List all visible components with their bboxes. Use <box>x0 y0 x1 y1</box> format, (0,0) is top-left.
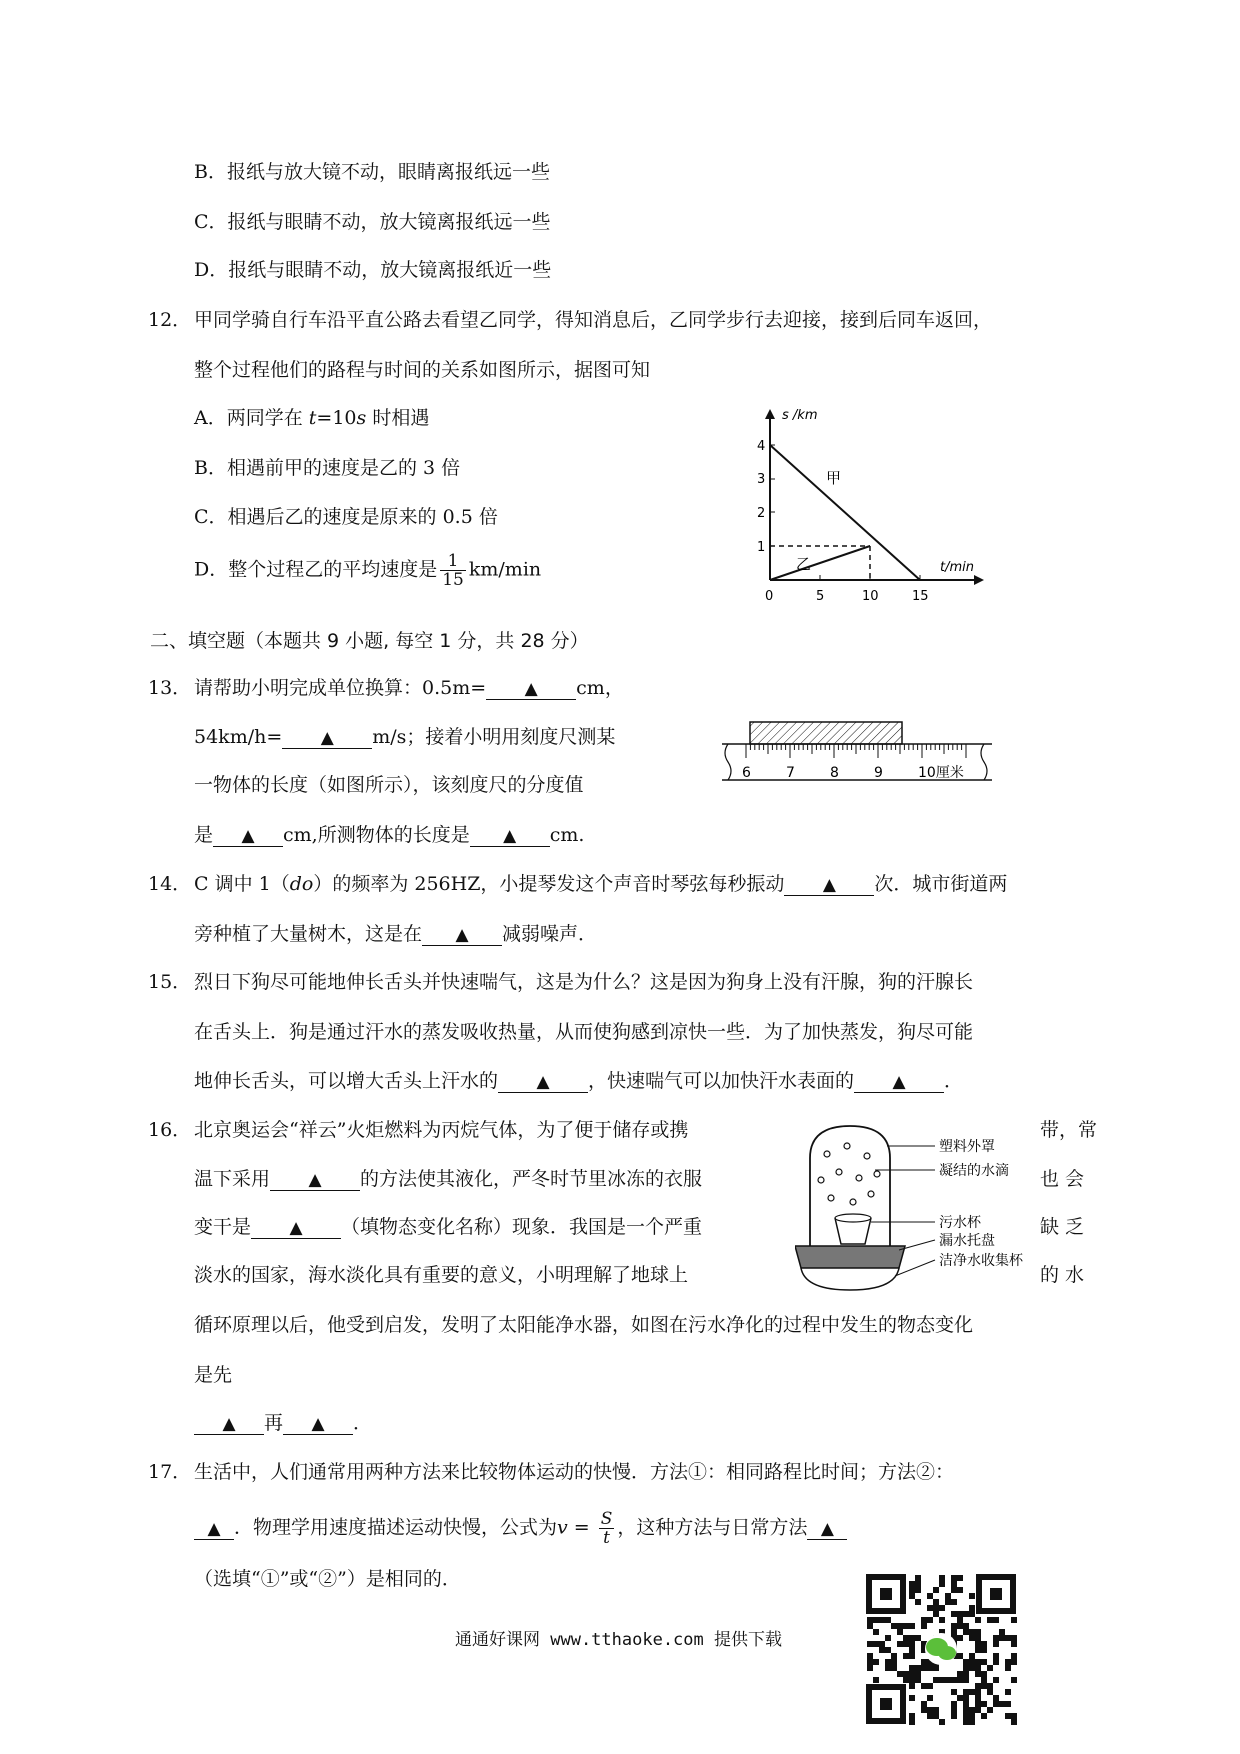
q15-line2: 在舌头上．狗是通过汗水的蒸发吸收热量，从而使狗感到凉快一些．为了加快蒸发，狗尽可能 <box>194 1021 974 1043</box>
q16-line2-right: 也 会 <box>1040 1168 1085 1190</box>
q12-option-c: C．相遇后乙的速度是原来的 0.5 倍 <box>194 506 498 528</box>
q11-option-c: C．报纸与眼睛不动，放大镜离报纸远一些 <box>194 211 551 233</box>
question-number: 15． <box>148 971 192 993</box>
answer-blank: ▲ <box>486 679 576 700</box>
q16-line1: 16． 北京奥运会“祥云”火炬燃料为丙烷气体，为了便于储存或携 <box>148 1119 689 1141</box>
q14-line1: 14． C 调中 1（do）的频率为 256HZ，小提琴发这个声音时琴弦每秒振动 ▲ 次．城市街道两 <box>148 873 1008 895</box>
q12-stem-line1: 12． 甲同学骑自行车沿平直公路去看望乙同学，得知消息后，乙同学步行去迎接，接到后同车返回， <box>148 309 993 331</box>
section-heading: 二、填空题（本题共 9 小题, 每空 1 分，共 28 分） <box>150 630 589 652</box>
distance-time-graph <box>740 405 990 605</box>
q16-line2: 温下采用 ▲ 的方法使其液化，严冬时节里冰冻的衣服 <box>194 1168 703 1190</box>
answer-blank: ▲ <box>784 875 874 896</box>
answer-blank: ▲ <box>807 1519 847 1540</box>
label-clean-water-cup: 洁净水收集杯 <box>939 1253 1023 1269</box>
label-dirty-water-cup: 污水杯 <box>939 1215 981 1231</box>
qr-code <box>865 1573 1017 1725</box>
q16-line3: 变干是 ▲ （填物态变化名称）现象．我国是一个严重 <box>194 1216 703 1238</box>
ruler-label-10: 10厘米 <box>918 765 964 781</box>
answer-blank: ▲ <box>194 1519 234 1540</box>
question-number: 14． <box>148 873 192 895</box>
q11-option-d: D．报纸与眼睛不动，放大镜离报纸近一些 <box>194 259 552 281</box>
ruler-label-6: 6 <box>742 765 751 781</box>
x-tick-0: 0 <box>765 589 774 604</box>
label-drip-tray: 漏水托盘 <box>939 1233 995 1249</box>
footer-text: 通通好课网 www.tthaoke.com 提供下载 <box>455 1630 782 1650</box>
ruler-label-7: 7 <box>786 765 795 781</box>
y-tick-1: 1 <box>757 540 766 555</box>
answer-blank: ▲ <box>213 826 283 847</box>
x-tick-5: 5 <box>816 589 825 604</box>
q15-line3: 地伸长舌头，可以增大舌头上汗水的 ▲ ，快速喘气可以加快汗水表面的 ▲ ． <box>194 1070 964 1092</box>
ruler-figure <box>722 720 1002 792</box>
q16-line4: 淡水的国家，海水淡化具有重要的意义，小明理解了地球上 <box>194 1264 689 1286</box>
q16-line1-right: 带，常 <box>1040 1119 1098 1141</box>
label-plastic-cover: 塑料外罩 <box>939 1139 995 1155</box>
q13-line3: 一物体的长度（如图所示），该刻度尺的分度值 <box>194 774 584 796</box>
answer-blank: ▲ <box>498 1072 588 1093</box>
fraction: $\frac{S}{t}$ <box>600 1509 613 1548</box>
q16-line6: 是先 <box>194 1364 233 1386</box>
answer-blank: ▲ <box>283 1414 353 1435</box>
q16-line7: ▲ 再 ▲ ． <box>194 1410 372 1436</box>
question-number: 16． <box>148 1119 192 1141</box>
solar-purifier-figure <box>795 1118 1030 1298</box>
y-tick-3: 3 <box>757 472 766 487</box>
label-jia: 甲 <box>826 469 842 487</box>
q13-line1: 13． 请帮助小明完成单位换算：0.5m= ▲ cm， <box>148 677 624 699</box>
answer-blank: ▲ <box>194 1414 264 1435</box>
answer-blank: ▲ <box>282 728 372 749</box>
fraction: $\frac{1}{15}$ <box>442 551 464 590</box>
q17-line2: ▲ ．物理学用速度描述运动快慢，公式为v = $\frac{S}{t}$ ，这种方法与日常方法 ▲ <box>194 1510 847 1547</box>
q16-line4-right: 的 水 <box>1040 1264 1085 1286</box>
answer-blank: ▲ <box>422 925 502 946</box>
y-tick-4: 4 <box>757 439 766 454</box>
q17-line1: 17． 生活中，人们通常用两种方法来比较物体运动的快慢．方法①：相同路程比时间；方法②： <box>148 1461 955 1483</box>
answer-blank: ▲ <box>470 826 550 847</box>
q12-option-b: B．相遇前甲的速度是乙的 3 倍 <box>194 457 461 479</box>
question-number: 17． <box>148 1461 192 1483</box>
q13-line2: 54km/h= ▲ m/s；接着小明用刻度尺测某 <box>194 726 616 748</box>
x-tick-15: 15 <box>912 589 929 604</box>
y-tick-2: 2 <box>757 506 766 521</box>
graph-ylabel: s /km <box>782 408 818 423</box>
label-yi: 乙 <box>796 555 812 573</box>
ruler-label-9: 9 <box>874 765 883 781</box>
graph-xlabel: t/min <box>940 560 974 575</box>
q12-option-a: A．两同学在 t=10s 时相遇 <box>194 407 430 429</box>
q15-line1: 15． 烈日下狗尽可能地伸长舌头并快速喘气，这是为什么？这是因为狗身上没有汗腺，狗的汗腺长 <box>148 971 974 993</box>
q16-line5: 循环原理以后，他受到启发，发明了太阳能净水器，如图在污水净化的过程中发生的物态变化 <box>194 1314 974 1336</box>
answer-blank: ▲ <box>854 1072 944 1093</box>
answer-blank: ▲ <box>270 1170 360 1191</box>
q17-line3: （选填“①”或“②”）是相同的． <box>194 1568 461 1590</box>
q13-line4: 是 ▲ cm,所测物体的长度是 ▲ cm. <box>194 824 585 846</box>
q16-line3-right: 缺 乏 <box>1040 1216 1085 1238</box>
q11-option-b: B．报纸与放大镜不动，眼睛离报纸远一些 <box>194 161 550 183</box>
label-condensed-droplets: 凝结的水滴 <box>939 1163 1009 1179</box>
q14-line2: 旁种植了大量树木，这是在 ▲ 减弱噪声． <box>194 923 598 945</box>
ruler-ticks <box>746 744 966 758</box>
q12-option-d: D．整个过程乙的平均速度是 $\frac{1}{15}$ km/min <box>194 551 542 590</box>
x-tick-10: 10 <box>862 589 879 604</box>
question-number: 12． <box>148 309 192 331</box>
question-number: 13． <box>148 677 192 699</box>
answer-blank: ▲ <box>251 1218 341 1239</box>
ruler-label-8: 8 <box>830 765 839 781</box>
q12-stem-line2: 整个过程他们的路程与时间的关系如图所示，据图可知 <box>194 359 651 381</box>
